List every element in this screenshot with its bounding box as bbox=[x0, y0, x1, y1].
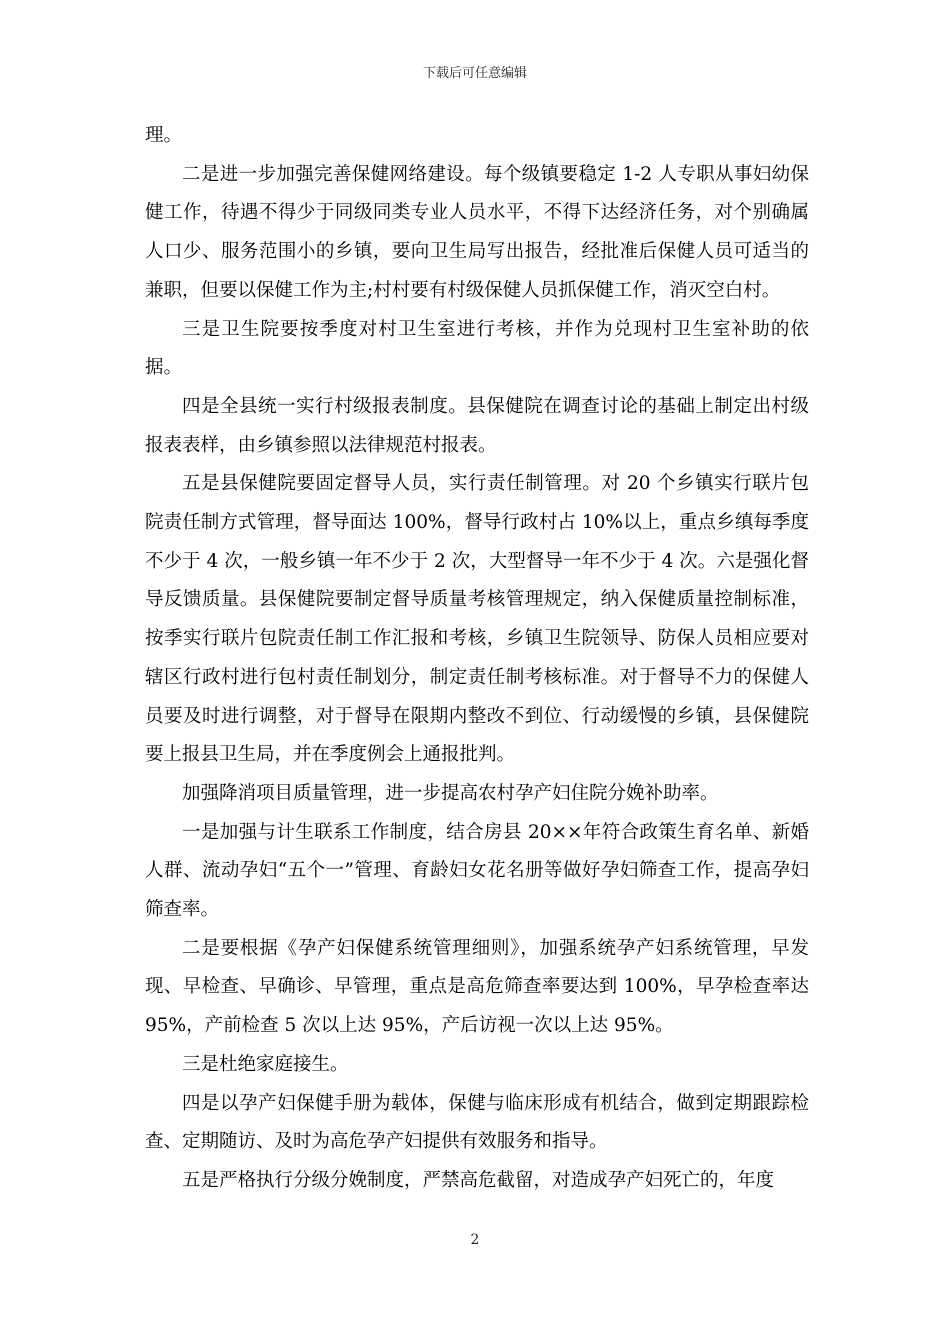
paragraph-graded-delivery: 五是严格执行分级分娩制度，严禁高危截留，对造成孕产妇死亡的，年度 bbox=[182, 1169, 775, 1191]
page-header-note: 下载后可任意编辑 bbox=[422, 66, 527, 81]
paragraph-report-system: 四是全县统一实行村级报表制度。县保健院在调查讨论的基础上制定出村级报表表样，由乡镇参照以法律规范村报表。 bbox=[145, 395, 809, 456]
document-body bbox=[145, 117, 809, 1201]
paragraph-health-handbook: 四是以孕产妇保健手册为载体，保健与临床形成有机结合，做到定期跟踪检查、定期随访、及时为高危孕产妇提供有效服务和指导。 bbox=[145, 1092, 809, 1153]
paragraph-project-quality: 加强降消项目质量管理，进一步提高农村孕产妇住院分娩补助率。 bbox=[182, 782, 719, 804]
paragraph-supervision: 五是县保健院要固定督导人员，实行责任制管理。对 20 个乡镇实行联片包院责任制方式管理，督导面达 100%，督导行政村占 10%以上，重点乡缜每季度不少于 4 次，一般乡镇一年不少于 2 次，大型督导一年不少于 4 次。六是强化督导反馈质量。县保健院要制定督导质量考核管理规定，纳入保健质量控制标准，按季实行联片包院责任制工作汇报和考核，乡镇卫生院领导、防保人员相应要对辖区行政村进行包村责任制划分，制定责任制考核标准。对于督导不力的保健人员要及时进行调整，对于督导在限期内整改不到位、行动缓慢的乡镇，县保健院要上报县卫生局，并在季度例会上通报批判。 bbox=[145, 473, 809, 766]
paragraph-family-planning: 一是加强与计生联系工作制度，结合房县 20××年符合政策生育名单、新婚人群、流动孕妇“五个一”管理、育龄妇女花名册等做好孕妇筛查工作，提高孕妇筛查率。 bbox=[145, 821, 809, 921]
paragraph-maternal-management: 二是要根据《孕产妇保健系统管理细则》，加强系统孕产妇系统管理，早发现、早检查、早确诊、早管理，重点是高危筛查率要达到 100%，早孕检查率达 95%，产前检查 5 次以上达 95%，产后访视一次以上达 95%。 bbox=[145, 937, 809, 1037]
page-number: 2 bbox=[470, 1232, 480, 1248]
paragraph-quarterly-assessment: 三是卫生院要按季度对村卫生室进行考核，并作为兑现村卫生室补助的依据。 bbox=[145, 318, 809, 379]
paragraph-continuation: 理。 bbox=[145, 125, 183, 146]
paragraph-network-building: 二是进一步加强完善保健网络建设。每个级镇要稳定 1-2 人专职从事妇幼保健工作，待遇不得少于同级同类专业人员水平，不得下达经济任务，对个别确属人口少、服务范围小的乡镇，要向卫生局写出报告，经批准后保健人员可适当的兼职，但要以保健工作为主;村村要有村级保健人员抓保健工作，消灭空白村。 bbox=[145, 163, 809, 301]
paragraph-home-delivery: 三是杜绝家庭接生。 bbox=[182, 1053, 349, 1075]
